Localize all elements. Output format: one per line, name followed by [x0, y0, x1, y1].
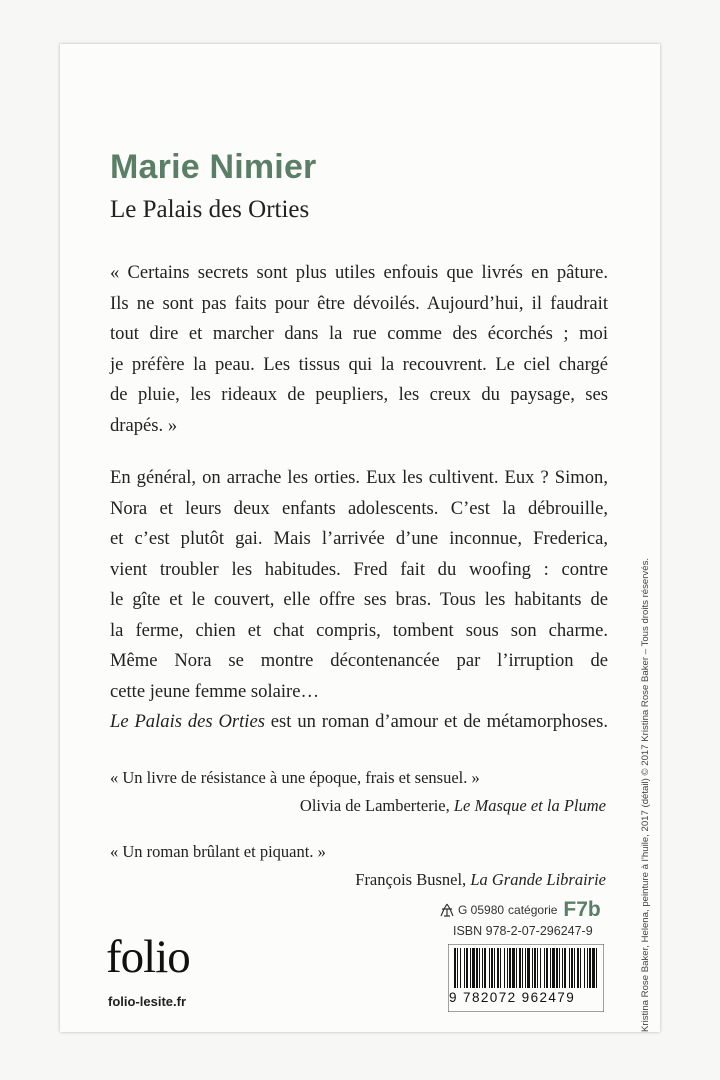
price-category — [440, 898, 601, 922]
barcode-bar — [470, 948, 471, 988]
summary-line: le gîte et le couvert, elle offre ses bras. Tous les habitants de — [110, 589, 608, 610]
barcode-bar — [482, 948, 483, 988]
excerpt-quote — [110, 258, 608, 441]
barcode-bar — [580, 948, 581, 988]
book-title: Le Palais des Orties — [110, 196, 310, 223]
barcode-bar — [472, 948, 475, 988]
review-quote: « Un roman brûlant et piquant. » — [110, 842, 326, 861]
review-outlet: La Grande Librairie — [470, 870, 606, 889]
barcode-bar — [564, 948, 566, 988]
barcode-bar — [571, 948, 573, 988]
barcode-bar — [509, 948, 511, 988]
barcode-bar — [464, 948, 465, 988]
barcode-bar — [516, 948, 517, 988]
barcode-bar — [562, 948, 563, 988]
barcode-bar — [552, 948, 555, 988]
summary-line: et c’est plutôt gai. Mais l’arrivée d’une inconnue, Frederica, — [110, 528, 608, 549]
barcode-bar — [484, 948, 486, 988]
publisher-logo: folio — [106, 931, 190, 983]
barcode-bar — [556, 948, 558, 988]
quote-line: « Certains secrets sont plus utiles enfouis que livrés en pâture. — [110, 262, 608, 283]
barcode-bar — [537, 948, 538, 988]
barcode-bar — [532, 948, 533, 988]
summary-line: Nora et leurs deux enfants adolescents. C’est la débrouille, — [110, 497, 608, 519]
quote-line: de pluie, les rideaux de peupliers, les creux du paysage, ses — [110, 384, 608, 405]
quote-line: tout dire et marcher dans la rue comme des écorchés ; moi — [110, 323, 608, 344]
barcode-bar — [550, 948, 551, 988]
cover-credit: Kristina Rose Baker, Helena, peinture à l’huile, 2017 (détail) © 2017 Kristina Rose Baker – Tous droits réservés. — [640, 557, 651, 1032]
barcode-number: 9 782072 962479 — [449, 990, 576, 1005]
isbn: ISBN 978-2-07-296247-9 — [453, 924, 593, 938]
barcode-bar — [457, 948, 458, 988]
category-label: catégorie — [508, 903, 558, 917]
summary-title-italic: Le Palais des Orties — [110, 711, 265, 732]
barcode-bar — [500, 948, 501, 988]
summary-closing-line — [110, 707, 608, 738]
category-value: F7b — [563, 898, 601, 921]
barcode-bar — [569, 948, 570, 988]
barcode-bar — [527, 948, 530, 988]
barcode-bar — [587, 948, 588, 988]
review-critic: François Busnel, — [355, 870, 471, 889]
barcode-bar — [534, 948, 536, 988]
barcode-bar — [592, 948, 595, 988]
review-quote: « Un livre de résistance à une époque, frais et sensuel. » — [110, 768, 480, 787]
barcode-bar — [546, 948, 548, 988]
barcode-bar — [460, 948, 461, 988]
summary-line: cette jeune femme solaire… — [110, 680, 320, 702]
quote-line: Ils ne sont pas faits pour être dévoilés. Aujourd’hui, il faudrait — [110, 292, 608, 314]
quote-line: drapés. » — [110, 414, 178, 436]
author-name: Marie Nimier — [110, 148, 317, 186]
barcode-bar — [494, 948, 495, 988]
barcode-bar — [574, 948, 575, 988]
barcode-bar — [577, 948, 579, 988]
review-source — [355, 870, 606, 890]
barcode-bar — [454, 948, 456, 988]
publisher-website: folio-lesite.fr — [108, 994, 187, 1009]
category-symbol-icon — [440, 903, 454, 917]
barcode-bar — [466, 948, 468, 988]
review-outlet: Le Masque et la Plume — [453, 796, 606, 815]
barcode-bar — [504, 948, 505, 988]
review-critic: Olivia de Lamberterie, — [299, 796, 454, 815]
barcode-bar — [584, 948, 585, 988]
barcode-bar — [519, 948, 521, 988]
barcode-bar — [596, 948, 597, 988]
barcode-bar — [497, 948, 499, 988]
barcode-bar — [525, 948, 526, 988]
quote-line: je préfère la peau. Les tissus qui la recouvrent. Le ciel chargé — [110, 353, 608, 375]
barcode-bar — [559, 948, 560, 988]
barcode-bar — [512, 948, 515, 988]
barcode-bar — [589, 948, 591, 988]
barcode-bar — [479, 948, 480, 988]
review-source — [300, 796, 606, 816]
category-code: G 05980 — [458, 903, 505, 917]
summary-closing-text: est un roman d’amour et de métamorphoses. — [264, 711, 608, 732]
barcode-bar — [540, 948, 541, 988]
summary-line: vient troubler les habitudes. Fred fait du woofing : contre — [110, 558, 608, 580]
barcode-bar — [476, 948, 478, 988]
summary-line: En général, on arrache les orties. Eux les cultivent. Eux ? Simon, — [110, 467, 608, 488]
summary-line: la ferme, chien et chat compris, tombent sous son charme. — [110, 619, 608, 641]
summary-paragraph — [110, 463, 608, 738]
barcode-bar — [544, 948, 545, 988]
barcode-bar — [522, 948, 523, 988]
barcode-bar — [507, 948, 508, 988]
barcode-bar — [489, 948, 490, 988]
barcode-bar — [491, 948, 493, 988]
summary-line: Même Nora se montre décontenancée par l’irruption de — [110, 650, 608, 671]
